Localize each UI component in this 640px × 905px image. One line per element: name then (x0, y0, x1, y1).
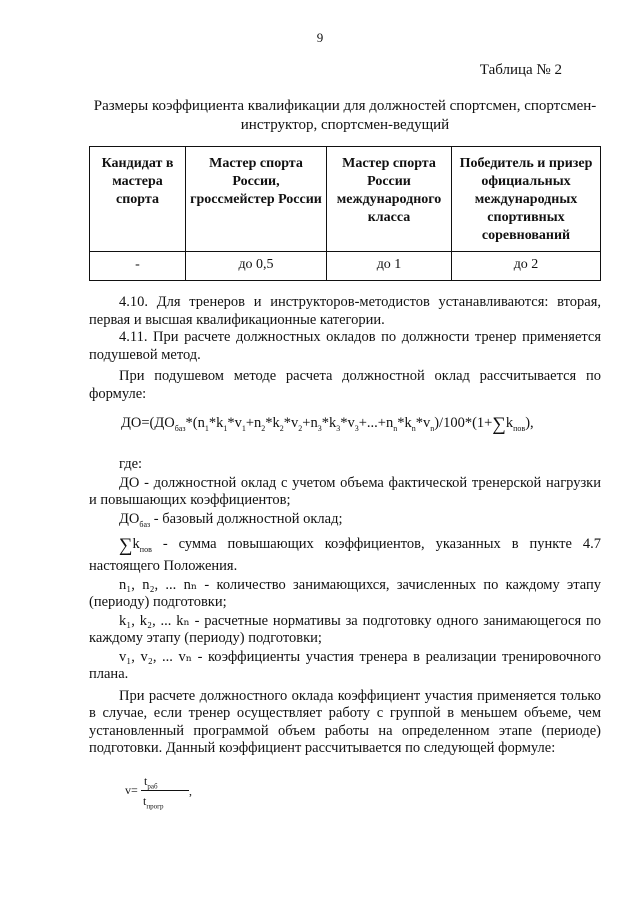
body-text-top (89, 294, 601, 403)
table-cell: до 2 (452, 252, 601, 281)
table-header-cell: Победитель и призер официальных международных спортивных соревнований (452, 147, 601, 252)
definition-n: n₁, n₂, ... nₙ - количество занимающихся, зачисленных по каждому этапу (периоду) подготовки; (89, 576, 601, 611)
paragraph-formula-intro: При подушевом методе расчета должностной оклад рассчитывается по формуле: (89, 368, 601, 402)
fraction-bar (141, 790, 189, 791)
table-header-cell: Кандидат в мастера спорта (90, 147, 186, 252)
salary-formula: $ДО=(ДО_{баз}*(n_1*k_1*v_1+n_2*k_2*v_2+n_3*k_3*v_3+...+n_n*k_n*v_n)/100*(1+\sum k_{пов})$, (121, 414, 534, 435)
table-row (90, 252, 601, 281)
document-page: 9 Таблица № 2 Размеры коэффициента квалификации для должностей спортсмен, спортсмен-инструктор, спортсмен-ведущий Кандидат в мастера спорта Мастер спорта России, гроссмейстер России Мастер спорта России международного класса Победитель и призер официальных международных спортивных соревнований - до 0,5 до 1 до 2 4.10. Для тренеров и инструкторов-методистов устанавливаются: вторая, первая и высшая квалификационные категории. 4.11. При расчете должностных окладов по должности тренер применяется подушевой метод. При подушевом методе расчета должностной оклад рассчитывается по формуле: $ДО=(ДО_{баз}*(n_1*k_1*v_1+n_2*k_2*v_2+n_3*k_3*v_3+...+n_n*k_n*v_n)/100*(1+\sum k_{пов})$, где: ДО - должностной оклад с учетом объема фактической тренерской нагрузки и повышающих коэффициентов; $ДО_{баз}$ - базовый должностной оклад; $\sum k_{пов}$ - сумма повышающих коэффициентов, указанных в пункте 4.7 настоящего Положения. n₁, n₂, ... nₙ - количество занимающихся, зачисленных по каждому этапу (периоду) подготовки; k₁, k₂, ... kₙ - расчетные нормативы за подготовку одного занимающегося по каждому этапу (периоду) подготовки; v₁, v₂, ... vₙ - коэффициенты участия тренера в реализации тренировочного плана. При расчете должностного оклада коэффициент участия применяется только в случае, если тренер осуществляет работу с группой в меньшем объеме, чем установленный программой объем работы на определенном этапе (периоде) подготовки. Данный коэффициент рассчитывается по следующей формуле: v= $t_{раб}$ $t_{прогр}$ , (0, 0, 640, 905)
table-header-row (90, 147, 601, 252)
where-label: где: (119, 456, 143, 472)
body-text-definitions (89, 456, 601, 758)
table-cell: - (90, 252, 186, 281)
definition-sum-k: $\sum k_{пов}$ - сумма повышающих коэффициентов, указанных в пункте 4.7 настоящего Положения. (89, 534, 601, 575)
definition-do: ДО - должностной оклад с учетом объема фактической тренерской нагрузки и повышающих коэффициентов; (89, 474, 601, 508)
paragraph-4-11: 4.11. При расчете должностных окладов по должности тренер применяется подушевой метод. (89, 329, 601, 363)
sum-symbol: ∑ (492, 414, 506, 435)
definition-do-baz: $ДО_{баз}$ - базовый должностной оклад; (119, 510, 343, 529)
table-label: Таблица № 2 (479, 62, 562, 78)
qualification-table (89, 146, 601, 281)
table-header-cell: Мастер спорта России международного класса (327, 147, 452, 252)
paragraph-participation: При расчете должностного оклада коэффициент участия применяется только в случае, если тренер осуществляет работу с группой в меньшем объеме, чем установленный программой объем работы на определенном этапе (периоде) подготовки. Данный коэффициент рассчитывается по следующей формуле: (89, 687, 601, 757)
table-cell: до 1 (327, 252, 452, 281)
table-title: Размеры коэффициента квалификации для должностей спортсмен, спортсмен-инструктор, спортсмен-ведущий (93, 98, 597, 133)
definition-k: k₁, k₂, ... kₙ - расчетные нормативы за подготовку одного занимающегося по каждому этапу (периоду) подготовки; (89, 612, 601, 647)
paragraph-4-10: 4.10. Для тренеров и инструкторов-методистов устанавливаются: вторая, первая и высшая квалификационные категории. (89, 294, 601, 328)
page-number: 9 (316, 30, 324, 45)
definition-v: v₁, v₂, ... vₙ - коэффициенты участия тренера в реализации тренировочного плана. (89, 648, 601, 683)
table-cell: до 0,5 (186, 252, 327, 281)
table-header-cell: Мастер спорта России, гроссмейстер России (186, 147, 327, 252)
